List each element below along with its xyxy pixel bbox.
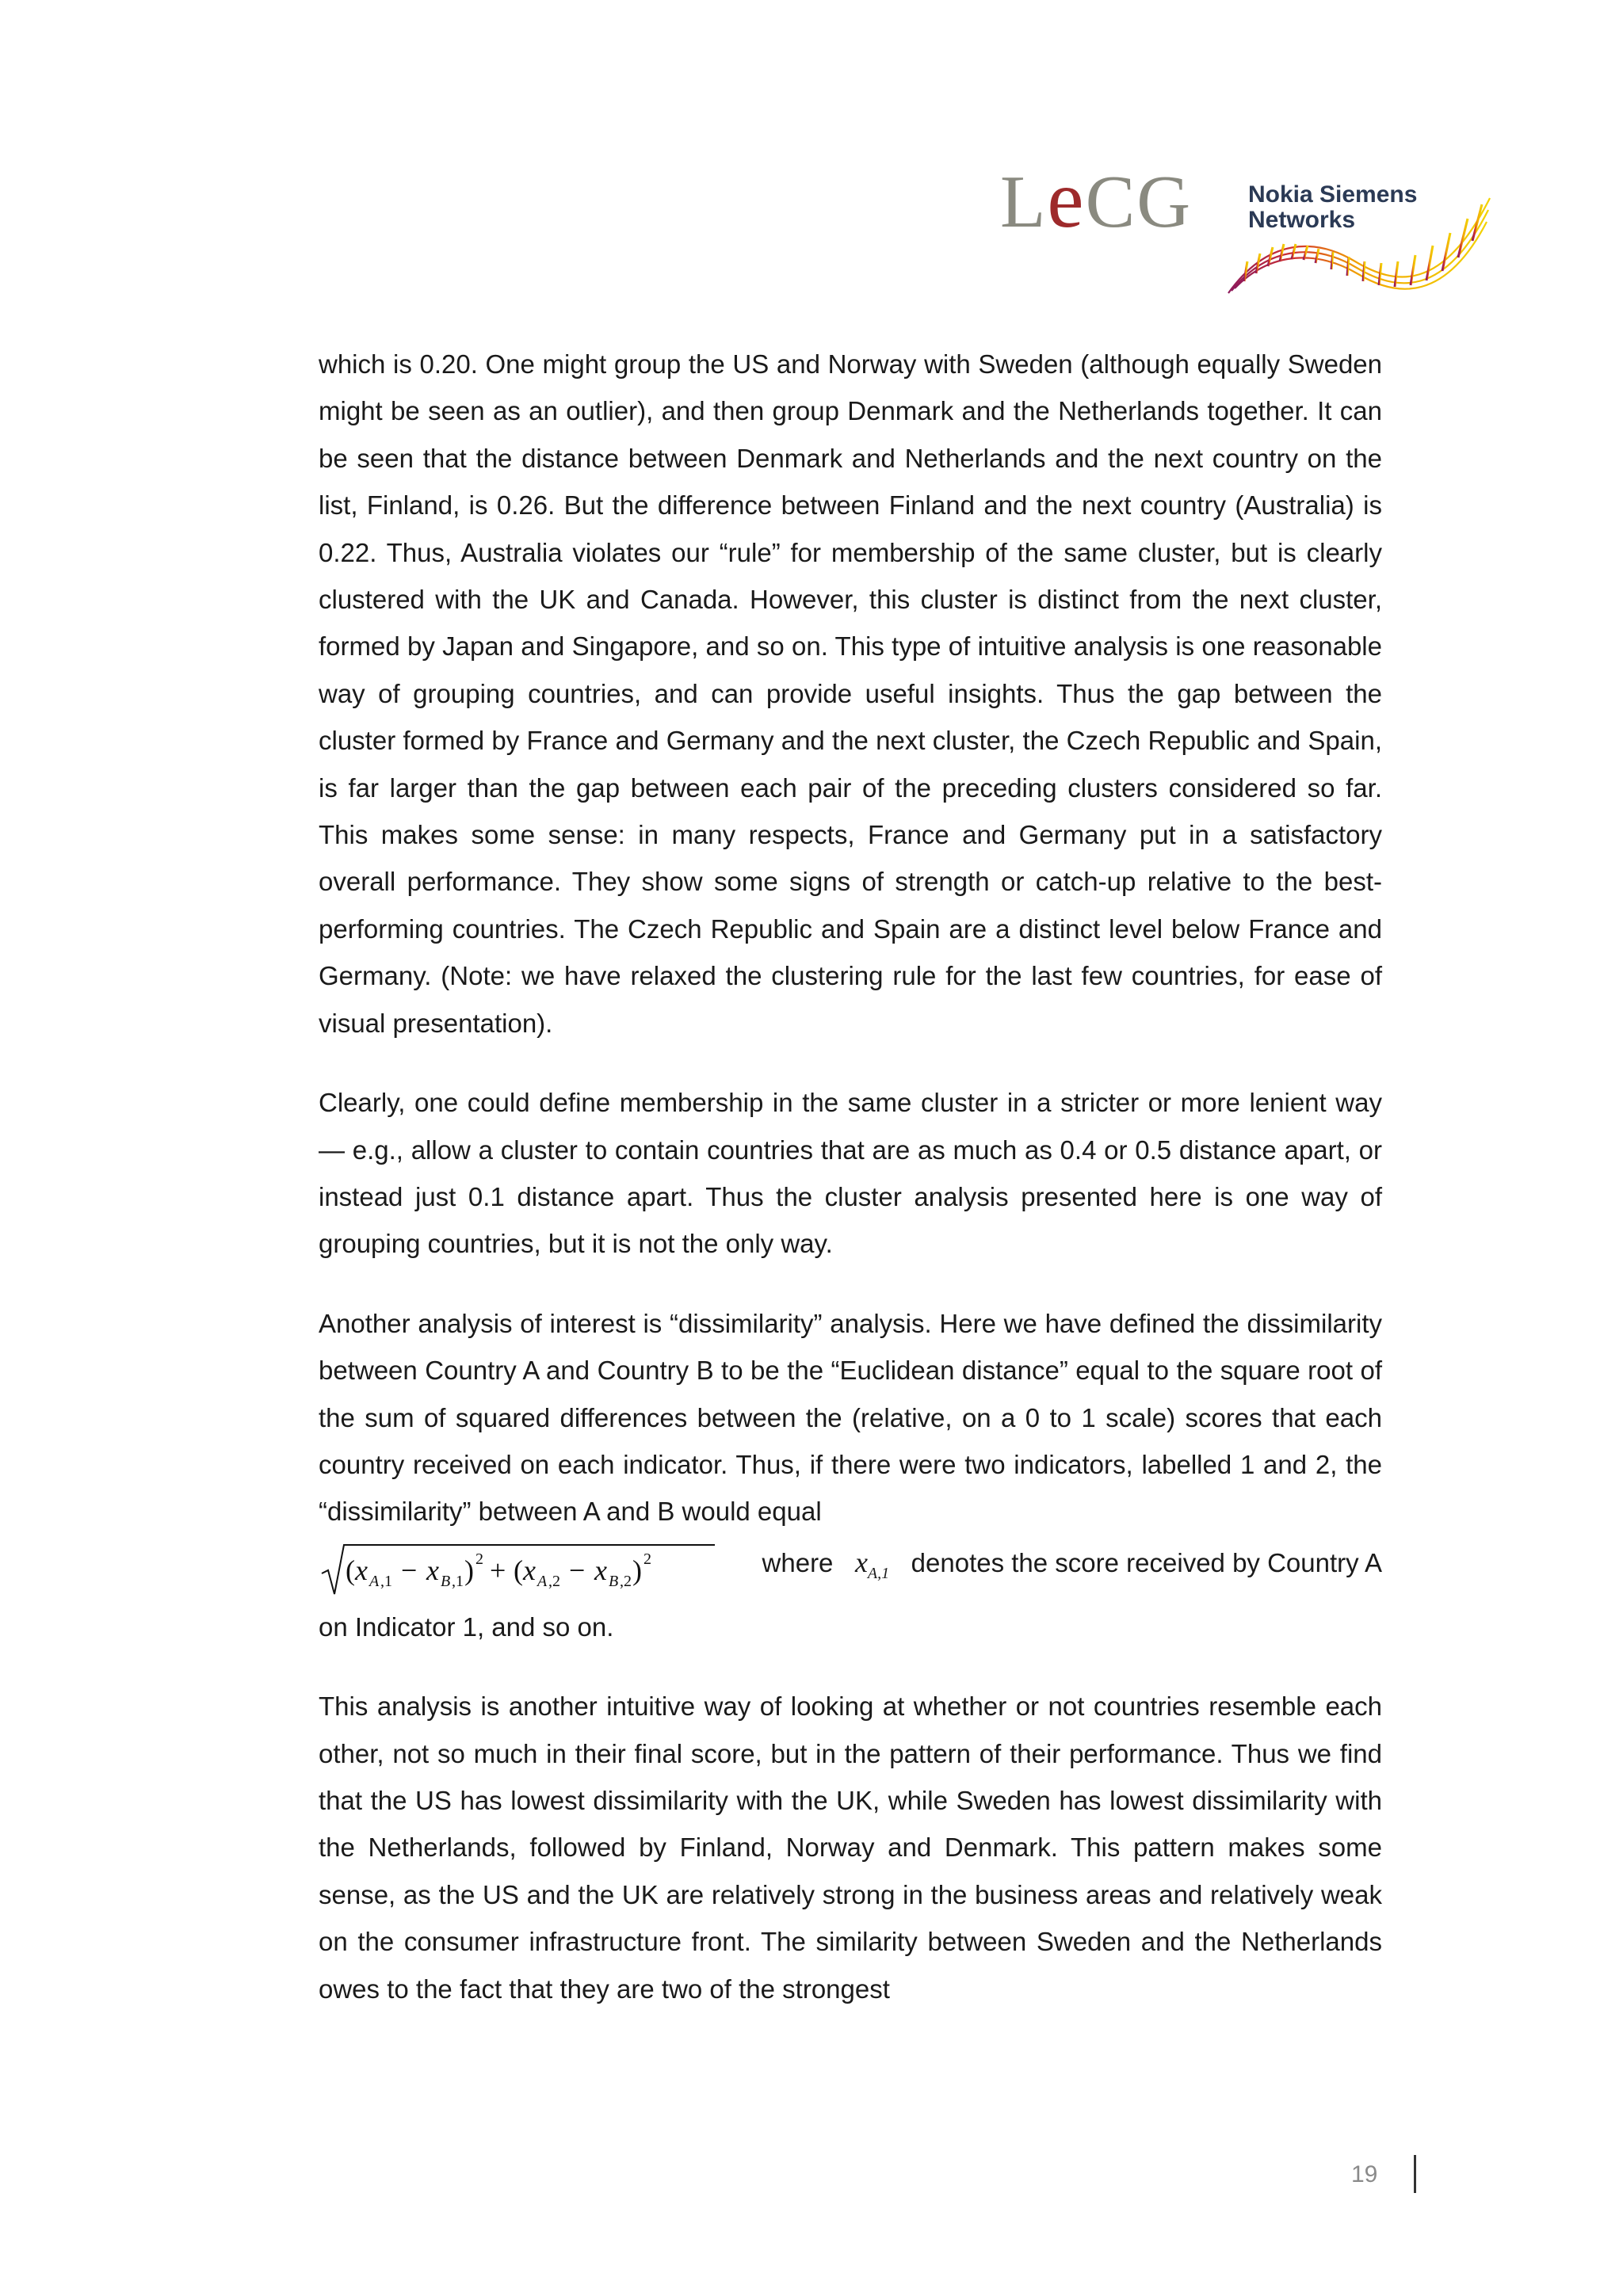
svg-text:A: A <box>537 1572 548 1590</box>
svg-text:): ) <box>632 1554 642 1586</box>
paragraph-dissimilarity-results: This analysis is another intuitive way of looking at whether or not countries resemble each other, not so much in their final score, but in the pattern of their performance. Thus we find that the US has lowest dissimilarity with the UK, while Sweden has lowest dissimilarity with the Netherlands, followed by Finland, Norway and Denmark. This pattern makes some sense, as the US and the UK are relatively strong in the business areas and relatively weak on the consumer infrastructure front. The similarity between Sweden and the Netherlands owes to the fact that they are two of the strongest <box>319 1691 1382 2004</box>
formula-tail-text: denotes the score received by Country A <box>911 1547 1382 1577</box>
svg-text:+: + <box>490 1554 506 1586</box>
euclidean-distance-formula <box>319 1539 715 1599</box>
nsn-logo-text <box>1248 182 1417 233</box>
dissimilarity-formula-line <box>319 1537 1382 1600</box>
svg-text:,1: ,1 <box>452 1572 464 1590</box>
svg-text:2: 2 <box>475 1550 483 1568</box>
lecg-logo: LeCG <box>1000 154 1193 245</box>
formula-explanation <box>762 1539 1382 1598</box>
svg-text:B: B <box>609 1572 619 1590</box>
svg-text:(: ( <box>346 1554 355 1586</box>
paragraph-dissimilarity: Another analysis of interest is “dissimilarity” analysis. Here we have defined the dissimilarity between Country A and Country B to be the “Euclidean distance” equal to the square root of the sum of squared differences between the (relative, on a 0 to 1 scale) scores that each country received on each indicator. Thus, if there were two indicators, labelled 1 and 2, the “dissimilarity” between A and B would equal <box>319 1308 1382 1527</box>
svg-text:x: x <box>594 1554 607 1586</box>
svg-text:x: x <box>426 1554 439 1586</box>
svg-text:x: x <box>523 1554 536 1586</box>
svg-text:,1: ,1 <box>380 1572 392 1590</box>
svg-text:2: 2 <box>643 1550 651 1568</box>
formula-where-word: where <box>762 1547 834 1577</box>
page-number-rule <box>1414 2155 1416 2193</box>
document-body <box>319 341 1382 2045</box>
svg-text:−: − <box>401 1554 418 1586</box>
nsn-logo-line2: Networks <box>1248 207 1356 233</box>
svg-text:A: A <box>369 1572 380 1590</box>
paragraph-cluster-analysis: which is 0.20. One might group the US and Norway with Sweden (although equally Sweden might be seen as an outlier), and then group Denmark and the Netherlands together. It can be seen that the distance between Denmark and Netherlands and the next country on the list, Finland, is 0.26. But the difference between Finland and the next country (Australia) is 0.22. Thus, Australia violates our “rule” for membership of the same cluster, but is clearly clustered with the UK and Canada. However, this cluster is distinct from the next cluster, formed by Japan and Singapore, and so on. This type of intuitive analysis is one reasonable way of grouping countries, and can provide useful insights. Thus the gap between the cluster formed by France and Germany and the next cluster, the Czech Republic and Spain, is far larger than the gap between each pair of the preceding clusters considered so far. This makes some sense: in many respects, France and Germany put in a satisfactory overall performance. They show some signs of strength or catch-up relative to the best-performing countries. The Czech Republic and Spain are a distinct level below France and Germany. (Note: we have relaxed the clustering rule for the last few countries, for ease of visual presentation). <box>319 349 1382 1038</box>
formula-variable: $x_{A,1}$ <box>854 1546 890 1583</box>
page-number: 19 <box>1351 2161 1378 2187</box>
svg-text:,2: ,2 <box>620 1572 632 1590</box>
svg-text:): ) <box>464 1554 474 1586</box>
svg-text:,2: ,2 <box>548 1572 560 1590</box>
paragraph-cluster-definition: Clearly, one could define membership in the same cluster in a stricter or more lenient way — e.g., allow a cluster to contain countries that are as much as 0.4 or 0.5 distance apart, or instead just 0.1 distance apart. Thus the cluster analysis presented here is one way of grouping countries, but it is not the only way. <box>319 1088 1382 1259</box>
svg-text:B: B <box>441 1572 451 1590</box>
svg-text:(: ( <box>514 1554 523 1586</box>
nsn-logo-line1: Nokia Siemens <box>1248 181 1418 208</box>
svg-text:−: − <box>569 1554 586 1586</box>
paragraph-after-formula: on Indicator 1, and so on. <box>319 1611 614 1642</box>
svg-text:x: x <box>355 1554 368 1586</box>
